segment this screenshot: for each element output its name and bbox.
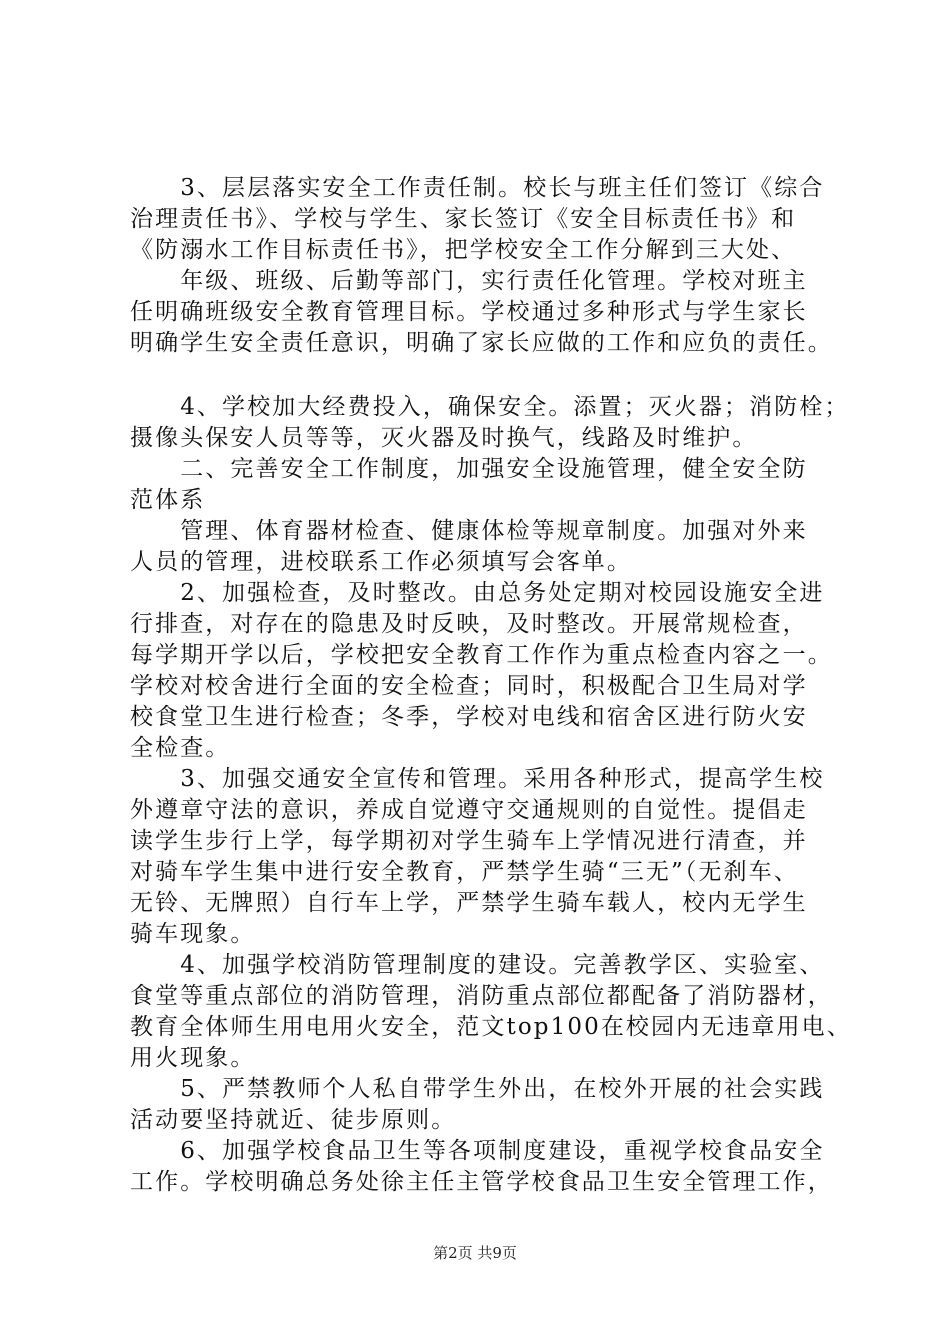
text-line: 人员的管理，进校联系工作必须填写会客单。 xyxy=(130,549,632,575)
text-line: 5、严禁教师个人私自带学生外出，在校外开展的社会实践 xyxy=(130,1076,825,1102)
text-line: 活动要坚持就近、徒步原则。 xyxy=(130,1107,457,1133)
text-line: 摄像头保安人员等等，灭火器及时换气，线路及时维护。 xyxy=(130,425,758,451)
text-line: 工作。学校明确总务处徐主任主管学校食品卫生安全管理工作， xyxy=(130,1169,833,1195)
text-line: 4、学校加大经费投入，确保安全。添置；灭火器；消防栓； xyxy=(130,394,850,420)
text-line: 外遵章守法的意识，养成自觉遵守交通规则的自觉性。提倡走 xyxy=(130,797,808,823)
text-line: 年级、班级、后勤等部门，实行责任化管理。学校对班主 xyxy=(130,268,808,294)
text-line: 6、加强学校食品卫生等各项制度建设，重视学校食品安全 xyxy=(130,1138,825,1164)
text-line: 全检查。 xyxy=(130,735,231,761)
text-line: 食堂等重点部位的消防管理，消防重点部位都配备了消防器材， xyxy=(130,983,833,1009)
text-line: 骑车现象。 xyxy=(130,921,256,947)
text-line: 对骑车学生集中进行安全教育，严禁学生骑“三无”（无刹车、 xyxy=(130,859,799,885)
text-line: 学校对校舍进行全面的安全检查；同时，积极配合卫生局对学 xyxy=(130,673,808,699)
text-line: 任明确班级安全教育管理目标。学校通过多种形式与学生家长 xyxy=(130,299,808,325)
text-line: 二、完善安全工作制度，加强安全设施管理，健全安全防 xyxy=(130,456,808,482)
text-line: 2、加强检查，及时整改。由总务处定期对校园设施安全进 xyxy=(130,580,825,606)
text-line: 明确学生安全责任意识，明确了家长应做的工作和应负的责任。 xyxy=(130,330,833,356)
text-line: 教育全体师生用电用火安全，范文top100在校园内无违章用电、 xyxy=(130,1014,852,1040)
text-line: 治理责任书》、学校与学生、家长签订《安全目标责任书》和 xyxy=(130,206,797,232)
page-footer: 第2页 共9页 xyxy=(433,1244,517,1262)
text-line: 《防溺水工作目标责任书》，把学校安全工作分解到三大处、 xyxy=(130,237,797,263)
text-line: 3、层层落实安全工作责任制。校长与班主任们签订《综合 xyxy=(130,175,825,201)
text-line: 范体系 xyxy=(130,487,206,513)
text-line: 管理、体育器材检查、健康体检等规章制度。加强对外来 xyxy=(130,518,808,544)
text-line: 用火现象。 xyxy=(130,1045,256,1071)
text-line: 每学期开学以后，学校把安全教育工作作为重点检查内容之一。 xyxy=(130,642,833,668)
text-line: 3、加强交通安全宣传和管理。采用各种形式，提高学生校 xyxy=(130,766,825,792)
text-line: 行排查，对存在的隐患及时反映，及时整改。开展常规检查， xyxy=(130,611,808,637)
text-line: 无铃、无牌照）自行车上学，严禁学生骑车载人，校内无学生 xyxy=(130,890,808,916)
text-line: 读学生步行上学，每学期初对学生骑车上学情况进行清查，并 xyxy=(130,828,808,854)
text-line: 校食堂卫生进行检查；冬季，学校对电线和宿舍区进行防火安 xyxy=(130,704,808,730)
text-line: 4、加强学校消防管理制度的建设。完善教学区、实验室、 xyxy=(130,952,825,978)
